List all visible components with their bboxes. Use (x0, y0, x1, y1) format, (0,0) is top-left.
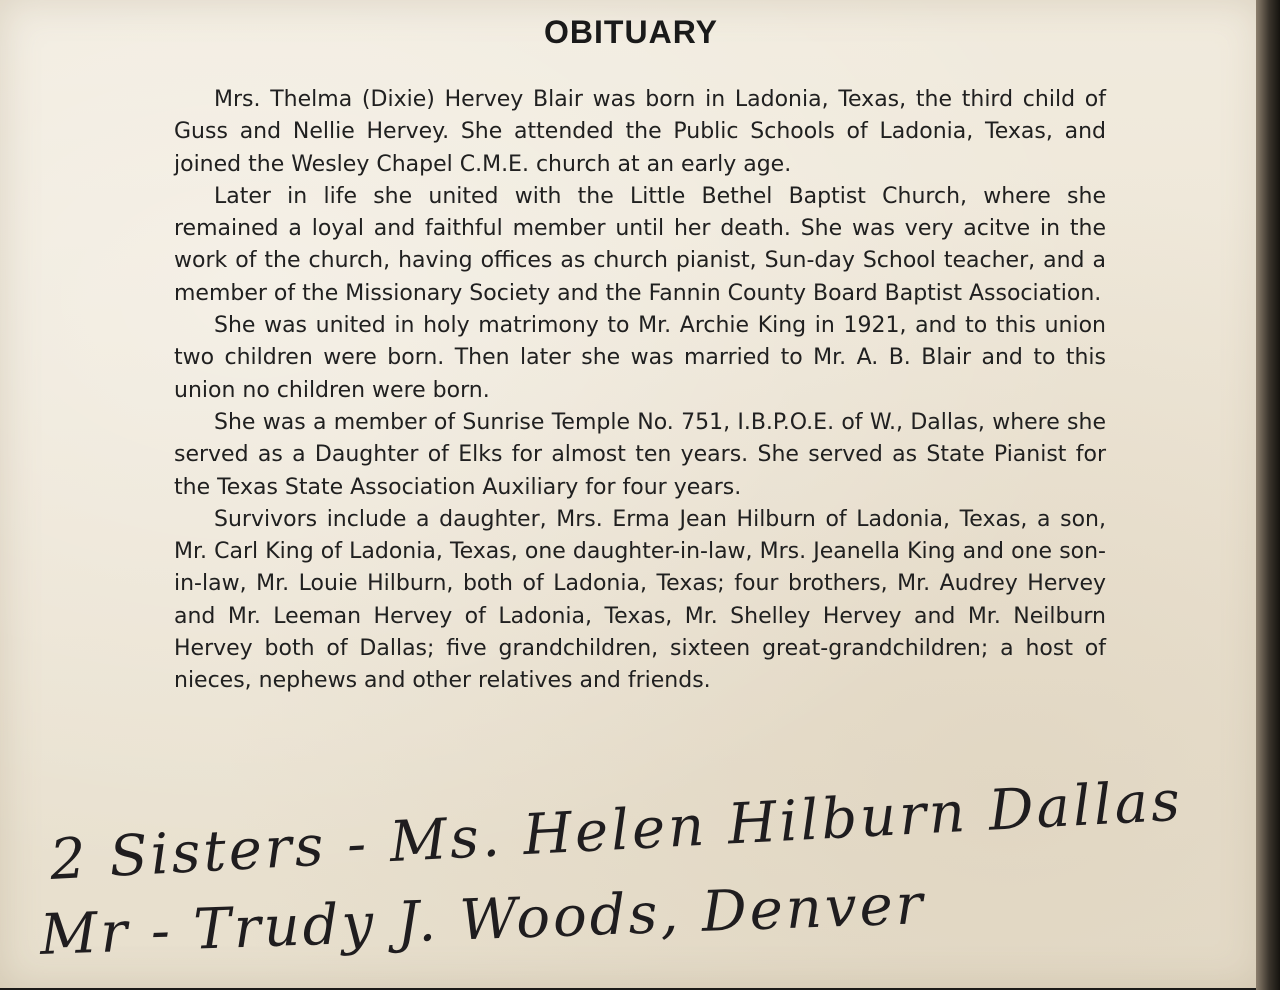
scan-edge-shadow (1256, 0, 1280, 990)
obituary-body (174, 84, 1106, 698)
paragraph-elks: She was a member of Sunrise Temple No. 751, I.B.P.O.E. of W., Dallas, where she served as a Daughter of Elks for almost ten years. She served as State Pianist for the Texas State Association Auxiliary for four years. (174, 409, 1106, 500)
paragraph-marriage: She was united in holy matrimony to Mr. Archie King in 1921, and to this union two children were born. Then later she was married to Mr. A. B. Blair and to this union no children were born. (174, 313, 1106, 403)
paragraph-birth: Mrs. Thelma (Dixie) Hervey Blair was born in Ladonia, Texas, the third child of Guss and Nellie Hervey. She attended the Public Schools of Ladonia, Texas, and joined the Wesley Chapel C.M.E. church at an early age. (174, 87, 1106, 177)
obituary-title: OBITUARY (544, 14, 718, 50)
paragraph-church: Later in life she united with the Little Bethel Baptist Church, where she remained a loyal and faithful member until her death. She was very acitve in the work of the church, having offices as church pianist, Sun-day School teacher, and a member of the Missionary Society and the Fannin County Board Baptist Association. (174, 183, 1106, 306)
handwritten-note-sisters: 2 Sisters - Ms. Helen Hilburn Dallas (48, 768, 1185, 893)
handwritten-note-denver: Mr - Trudy J. Woods, Denver (38, 872, 927, 968)
paragraph-survivors: Survivors include a daughter, Mrs. Erma Jean Hilburn of Ladonia, Texas, a son, Mr. Carl King of Ladonia, Texas, one daughter-in-law, Mrs. Jeanella King and one son-in-law, Mr. Louie Hilburn, both of Ladonia, Texas; four brothers, Mr. Audrey Hervey and Mr. Leeman Hervey of Ladonia, Texas, Mr. Shelley Hervey and Mr. Neilburn Hervey both of Dallas; five grandchildren, sixteen great-grandchildren; a host of nieces, nephews and other relatives and friends. (174, 506, 1106, 694)
